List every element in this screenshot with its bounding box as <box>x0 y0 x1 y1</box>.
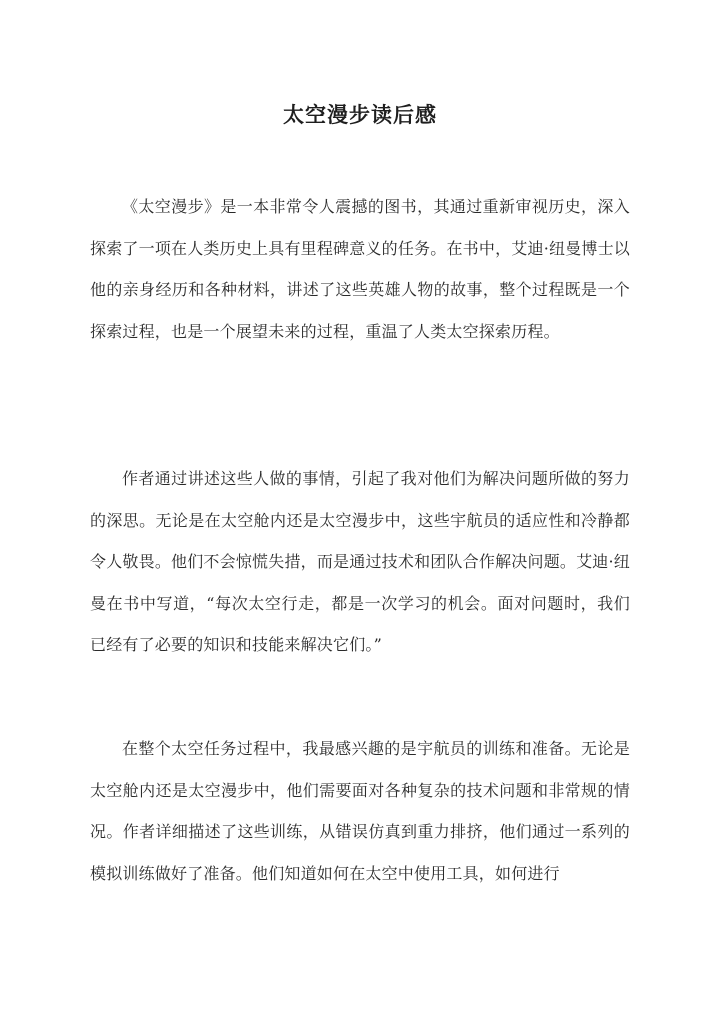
paragraph-2: 作者通过讲述这些人做的事情，引起了我对他们为解决问题所做的努力的深思。无论是在太空舱内还是太空漫步中，这些宇航员的适应性和冷静都令人敬畏。他们不会惊慌失措，而是通过技术和团队合作解决问题。艾迪·纽曼在书中写道，“每次太空行走，都是一次学习的机会。面对问题时，我们已经有了必要的知识和技能来解决它们。” <box>90 469 630 654</box>
paragraph-3: 在整个太空任务过程中，我最感兴趣的是宇航员的训练和准备。无论是太空舱内还是太空漫步中，他们需要面对各种复杂的技术问题和非常规的情况。作者详细描述了这些训练，从错误仿真到重力排挤，他们通过一系列的模拟训练做好了准备。他们知道如何在太空中使用工具，如何进行 <box>90 739 630 883</box>
document-title: 太空漫步读后感 <box>283 102 437 128</box>
paragraph-1: 《太空漫步》是一本非常令人震撼的图书，其通过重新审视历史，深入探索了一项在人类历史上具有里程碑意义的任务。在书中，艾迪·纽曼博士以他的亲身经历和各种材料，讲述了这些英雄人物的故事，整个过程既是一个探索过程，也是一个展望未来的过程，重温了人类太空探索历程。 <box>90 197 630 341</box>
